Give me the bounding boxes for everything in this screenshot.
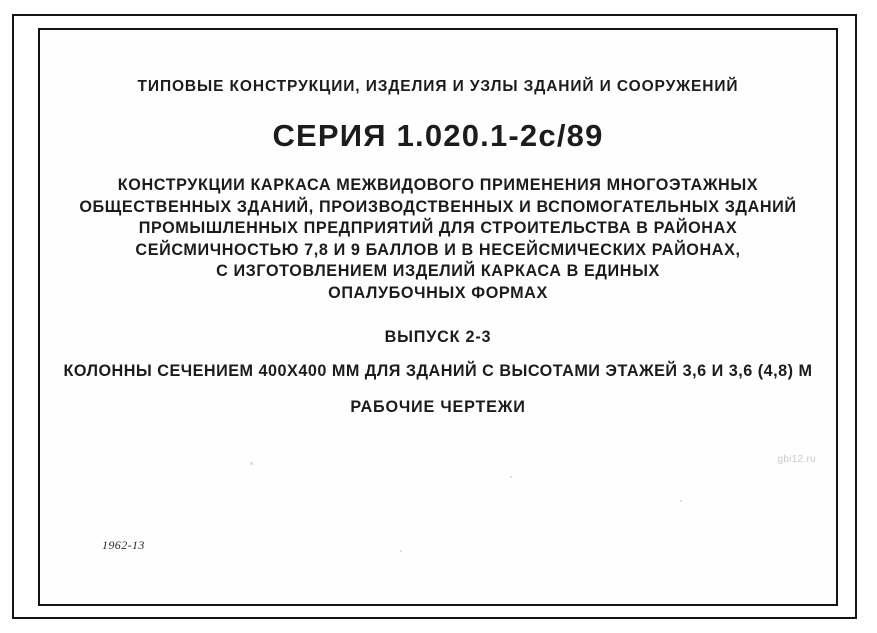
series-number: СЕРИЯ 1.020.1-2с/89: [272, 118, 604, 153]
description-line: СЕЙСМИЧНОСТЬЮ 7,8 И 9 БАЛЛОВ И В НЕСЕЙСМИЧЕСКИХ РАЙОНАХ,: [135, 240, 741, 259]
watermark: gbi12.ru: [777, 454, 816, 465]
description-line: С ИЗГОТОВЛЕНИЕМ ИЗДЕЛИЙ КАРКАСА В ЕДИНЫХ: [216, 262, 660, 280]
scan-speck: [510, 476, 512, 478]
columns-specification: КОЛОННЫ СЕЧЕНИЕМ 400Х400 ММ ДЛЯ ЗДАНИЙ С ВЫСОТАМИ ЭТАЖЕЙ 3,6 И 3,6 (4,8) М: [63, 362, 813, 380]
description-block: [40, 175, 836, 304]
description-line: КОНСТРУКЦИИ КАРКАСА МЕЖВИДОВОГО ПРИМЕНЕНИЯ МНОГОЭТАЖНЫХ: [117, 176, 759, 194]
document-code: 1962-13: [102, 538, 145, 552]
description-line: ОБЩЕСТВЕННЫХ ЗДАНИЙ, ПРОИЗВОДСТВЕННЫХ И ВСПОМОГАТЕЛЬНЫХ ЗДАНИЙ: [79, 197, 797, 216]
description-line: ОПАЛУБОЧНЫХ ФОРМАХ: [328, 283, 548, 302]
scan-speck: [250, 462, 253, 465]
scan-speck: [680, 500, 682, 502]
sheet-inner-border: [38, 28, 838, 606]
working-drawings-label: РАБОЧИЕ ЧЕРТЕЖИ: [350, 398, 526, 416]
scan-speck: [400, 550, 402, 552]
issue-label: ВЫПУСК 2-3: [384, 328, 492, 346]
description-line: ПРОМЫШЛЕННЫХ ПРЕДПРИЯТИЙ ДЛЯ СТРОИТЕЛЬСТВА В РАЙОНАХ: [138, 219, 738, 237]
series-header: ТИПОВЫЕ КОНСТРУКЦИИ, ИЗДЕЛИЯ И УЗЛЫ ЗДАНИЙ И СООРУЖЕНИЙ: [137, 78, 739, 95]
